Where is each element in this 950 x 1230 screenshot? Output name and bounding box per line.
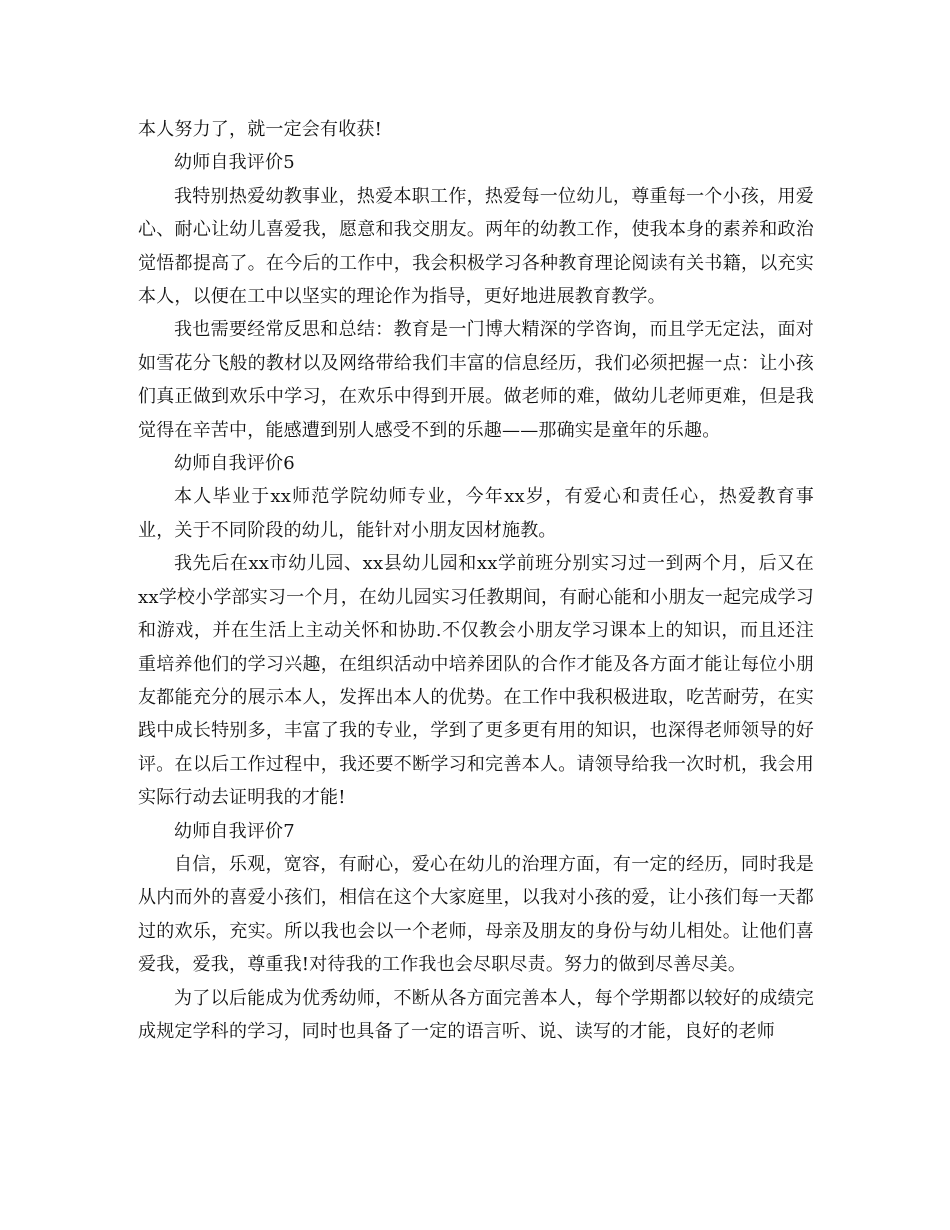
paragraph: 为了以后能成为优秀幼师，不断从各方面完善本人，每个学期都以较好的成绩完成规定学科的学习，同时也具备了一定的语言听、说、读写的才能，良好的老师 — [138, 987, 814, 1042]
paragraph: 自信，乐观，宽容，有耐心，爱心在幼儿的治理方面，有一定的经历，同时我是从内而外的喜爱小孩们，相信在这个大家庭里，以我对小孩的爱，让小孩们每一天都过的欢乐，充实。所以我也会以一个老师，母亲及朋友的身份与幼儿相处。让他们喜爱我，爱我，尊重我!对待我的工作我也会尽职尽责。努力的做到尽善尽美。 — [138, 853, 814, 976]
paragraph: 我特别热爱幼教事业，热爱本职工作，热爱每一位幼儿，尊重每一个小孩，用爱心、耐心让幼儿喜爱我，愿意和我交朋友。两年的幼教工作，使我本身的素养和政治觉悟都提高了。在今后的工作中，我会积极学习各种教育理论阅读有关书籍，以充实本人，以便在工中以坚实的理论作为指导，更好地进展教育教学。 — [138, 185, 814, 308]
paragraph: 我先后在xx市幼儿园、xx县幼儿园和xx学前班分别实习过一到两个月，后又在xx学校小学部实习一个月，在幼儿园实习任教期间，有耐心能和小朋友一起完成学习和游戏，并在生活上主动关怀和协助.不仅教会小朋友学习课本上的知识，而且还注重培养他们的学习兴趣，在组织活动中培养团队的合作才能及各方面才能让每位小朋友都能充分的展示本人，发挥出本人的优势。在工作中我积极进取，吃苦耐劳，在实践中成长特别多，丰富了我的专业，学到了更多更有用的知识，也深得老师领导的好评。在以后工作过程中，我还要不断学习和完善本人。请领导给我一次时机，我会用实际行动去证明我的才能! — [138, 553, 814, 809]
section-heading: 幼师自我评价5 — [174, 152, 295, 174]
section-heading: 幼师自我评价7 — [174, 820, 295, 842]
paragraph: 本人努力了，就一定会有收获! — [138, 119, 383, 140]
section-heading: 幼师自我评价6 — [174, 453, 295, 475]
paragraph: 本人毕业于xx师范学院幼师专业，今年xx岁，有爱心和责任心，热爱教育事业，关于不同阶段的幼儿，能针对小朋友因材施教。 — [138, 486, 814, 541]
document-body — [138, 113, 814, 1048]
paragraph: 我也需要经常反思和总结：教育是一门博大精深的学咨询，而且学无定法，面对如雪花分飞般的教材以及网络带给我们丰富的信息经历，我们必须把握一点：让小孩们真正做到欢乐中学习，在欢乐中得到开展。做老师的难，做幼儿老师更难，但是我觉得在辛苦中，能感遭到别人感受不到的乐趣——那确实是童年的乐趣。 — [138, 319, 814, 441]
